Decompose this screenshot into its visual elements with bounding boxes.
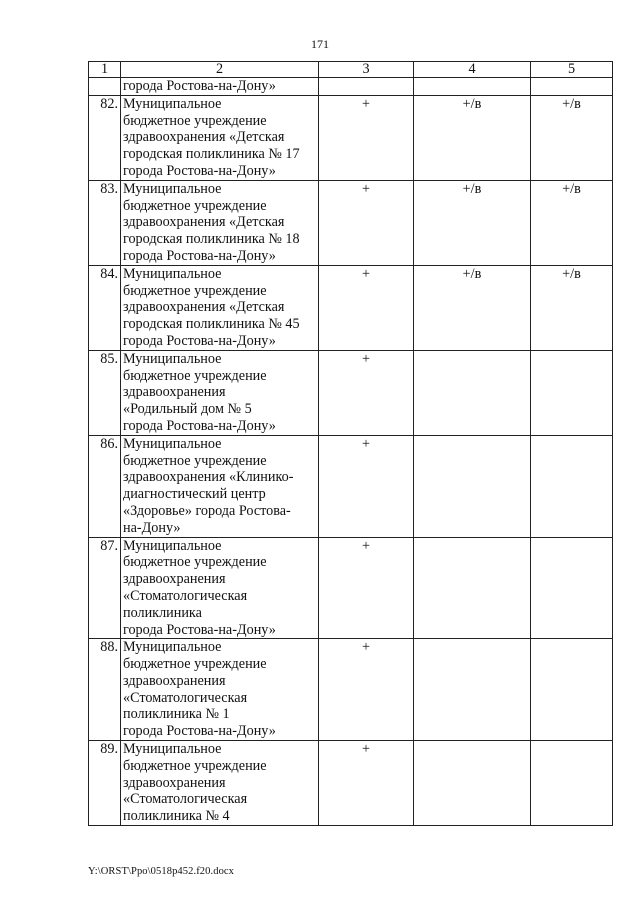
column-5-mark: +/в <box>531 265 613 350</box>
file-path-footer: Y:\ORST\Ppo\0518p452.f20.docx <box>88 866 235 877</box>
column-4-mark <box>414 537 531 639</box>
row-number: 82. <box>89 95 121 180</box>
column-4-mark: +/в <box>414 180 531 265</box>
column-3-mark: + <box>319 537 414 639</box>
column-5-mark <box>531 78 613 96</box>
column-3-mark: + <box>319 95 414 180</box>
institution-name: Муниципальное бюджетное учреждение здравоохранения «Детская городская поликлиника № 45 города Ростова-на-Дону» <box>121 265 319 350</box>
row-number: 89. <box>89 741 121 826</box>
column-4-mark <box>414 435 531 537</box>
institution-name: Муниципальное бюджетное учреждение здравоохранения «Стоматологическая поликлиника № 4 <box>121 741 319 826</box>
column-header: 2 <box>121 62 319 78</box>
table-row <box>89 265 613 350</box>
column-3-mark: + <box>319 180 414 265</box>
row-number: 87. <box>89 537 121 639</box>
institution-name: Муниципальное бюджетное учреждение здравоохранения «Стоматологическая поликлиника города Ростова-на-Дону» <box>121 537 319 639</box>
column-4-mark <box>414 741 531 826</box>
row-number: 84. <box>89 265 121 350</box>
column-4-mark: +/в <box>414 95 531 180</box>
institution-name: города Ростова-на-Дону» <box>121 78 319 96</box>
row-number: 85. <box>89 350 121 435</box>
column-3-mark: + <box>319 741 414 826</box>
column-header: 3 <box>319 62 414 78</box>
table-row <box>89 95 613 180</box>
column-3-mark: + <box>319 639 414 741</box>
column-4-mark <box>414 78 531 96</box>
table-row <box>89 741 613 826</box>
table-row <box>89 180 613 265</box>
table-row <box>89 537 613 639</box>
column-header: 5 <box>531 62 613 78</box>
column-header: 1 <box>89 62 121 78</box>
column-3-mark <box>319 78 414 96</box>
institution-name: Муниципальное бюджетное учреждение здравоохранения «Стоматологическая поликлиника № 1 города Ростова-на-Дону» <box>121 639 319 741</box>
institution-name: Муниципальное бюджетное учреждение здравоохранения «Родильный дом № 5 города Ростова-на-Дону» <box>121 350 319 435</box>
column-3-mark: + <box>319 350 414 435</box>
column-5-mark <box>531 435 613 537</box>
table-row-continuation <box>89 78 613 96</box>
column-4-mark <box>414 639 531 741</box>
column-5-mark <box>531 350 613 435</box>
column-5-mark <box>531 639 613 741</box>
column-5-mark <box>531 537 613 639</box>
row-number: 83. <box>89 180 121 265</box>
row-number <box>89 78 121 96</box>
table-row <box>89 639 613 741</box>
institution-name: Муниципальное бюджетное учреждение здравоохранения «Детская городская поликлиника № 17 города Ростова-на-Дону» <box>121 95 319 180</box>
page-number: 171 <box>311 37 329 51</box>
row-number: 88. <box>89 639 121 741</box>
table-header-row <box>89 62 613 78</box>
institution-name: Муниципальное бюджетное учреждение здравоохранения «Детская городская поликлиника № 18 города Ростова-на-Дону» <box>121 180 319 265</box>
institutions-table <box>88 61 613 826</box>
column-3-mark: + <box>319 265 414 350</box>
row-number: 86. <box>89 435 121 537</box>
column-4-mark <box>414 350 531 435</box>
table-row <box>89 435 613 537</box>
institution-name: Муниципальное бюджетное учреждение здравоохранения «Клинико- диагностический центр «Здоровье» города Ростова- на-Дону» <box>121 435 319 537</box>
table-row <box>89 350 613 435</box>
column-header: 4 <box>414 62 531 78</box>
column-5-mark <box>531 741 613 826</box>
column-3-mark: + <box>319 435 414 537</box>
column-5-mark: +/в <box>531 95 613 180</box>
column-4-mark: +/в <box>414 265 531 350</box>
column-5-mark: +/в <box>531 180 613 265</box>
